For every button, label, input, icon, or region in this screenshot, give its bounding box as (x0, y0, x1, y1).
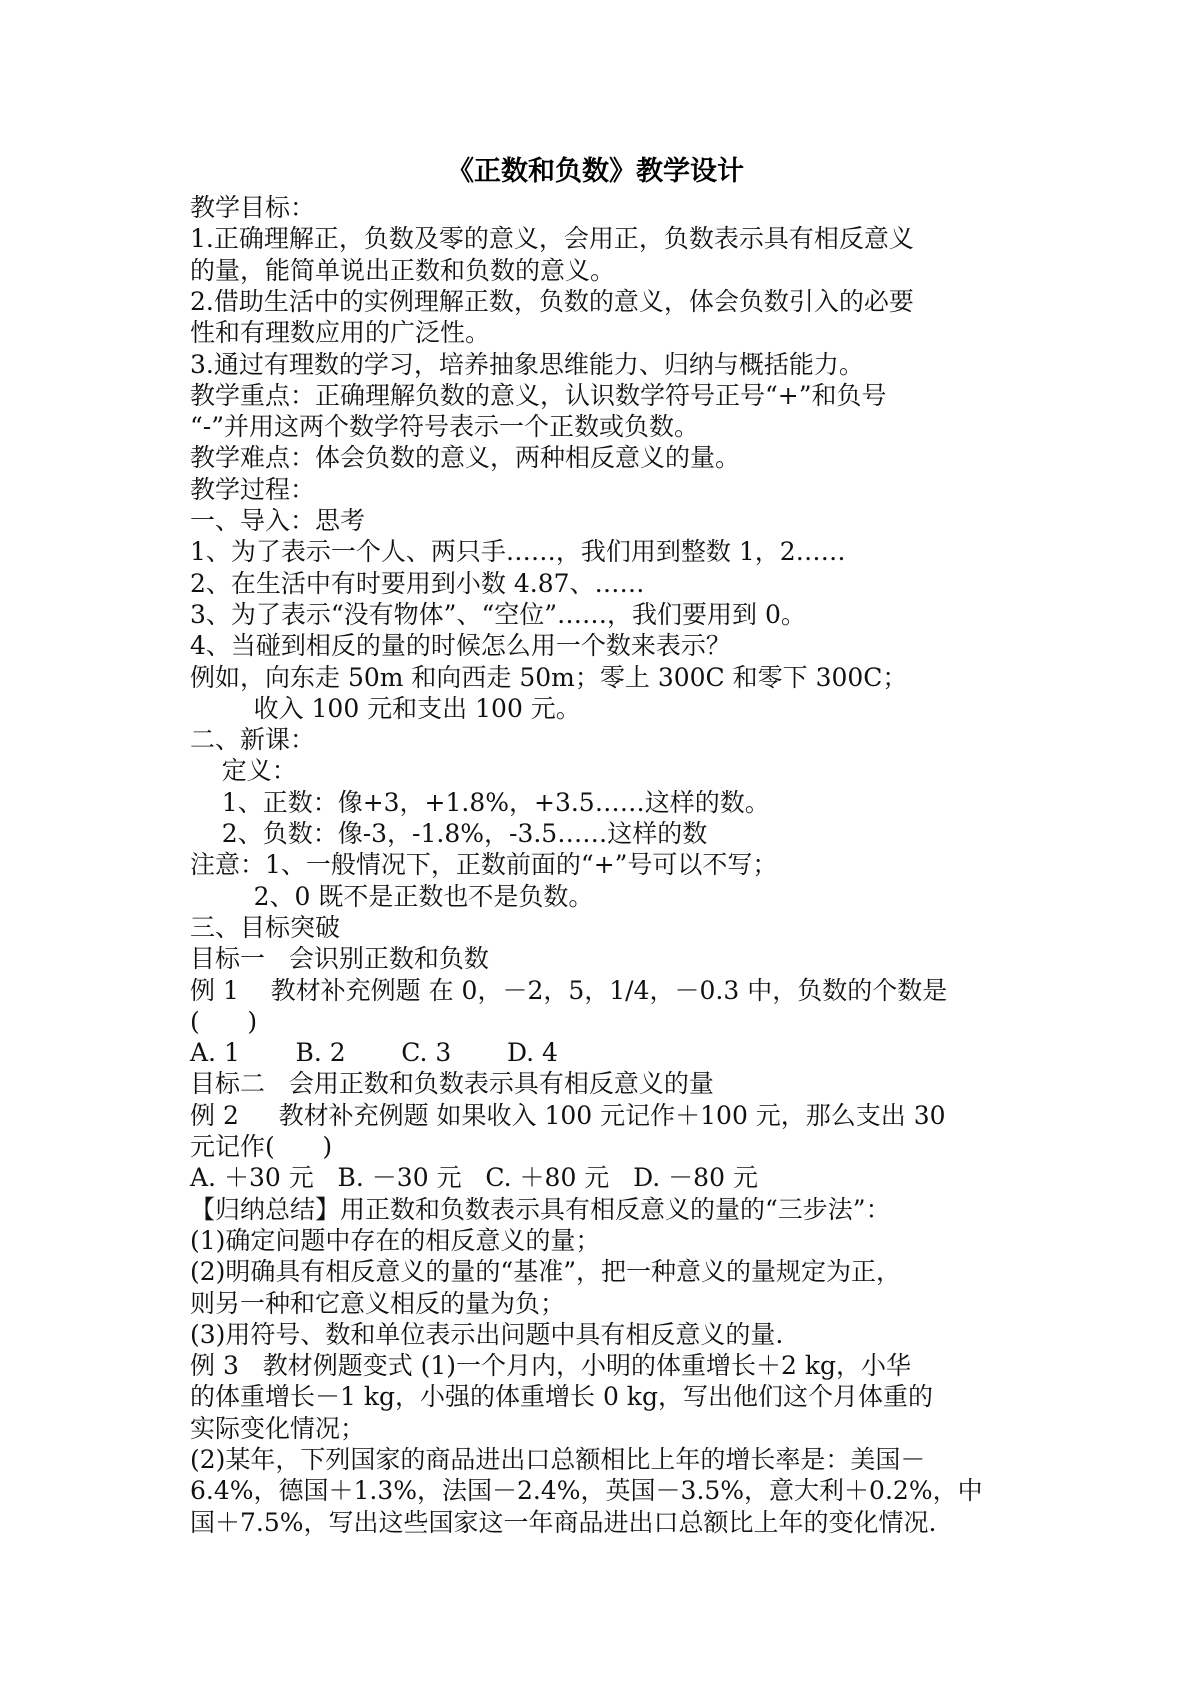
document-title: 《正数和负数》教学设计 (447, 156, 744, 187)
text-line: 元记作( ) (190, 1132, 333, 1161)
text-line: 收入 100 元和支出 100 元。 (190, 693, 581, 723)
text-line: 定义： (190, 756, 297, 786)
text-line: 二、新课： (190, 725, 316, 755)
text-line: 2、0 既不是正数也不是负数。 (190, 881, 594, 911)
text-line: 三、目标突破 (190, 912, 341, 942)
text-line: 教学难点：体会负数的意义，两种相反意义的量。 (190, 443, 741, 473)
text-line: 4、当碰到相反的量的时候怎么用一个数来表示？ (190, 631, 731, 661)
text-line: “-”并用这两个数学符号表示一个正数或负数。 (190, 412, 700, 442)
text-line: 教学目标： (190, 193, 316, 222)
text-line: 目标二 会用正数和负数表示具有相反意义的量 (190, 1069, 714, 1099)
text-line: 国＋7.5%，写出这些国家这一年商品进出口总额比上年的变化情况. (190, 1507, 937, 1537)
text-line: 教学重点：正确理解负数的意义，认识数学符号正号“+”和负号 (190, 380, 887, 410)
text-line: 6.4%，德国＋1.3%，法国－2.4%，英国－3.5%，意大利＋0.2%，中 (190, 1476, 983, 1506)
text-line: 则另一种和它意义相反的量为负； (190, 1288, 566, 1318)
text-line: 例 2 教材补充例题 如果收入 100 元记作＋100 元，那么支出 30 (190, 1100, 946, 1130)
text-line: 例 1 教材补充例题 在 0，－2，5，1/4，－0.3 中，负数的个数是 (190, 975, 948, 1005)
text-line: 2、负数：像-3，-1.8%，-3.5……这样的数 (190, 819, 708, 848)
text-line: 实际变化情况； (190, 1413, 366, 1443)
text-line: 注意：1、一般情况下，正数前面的“+”号可以不写； (190, 850, 778, 880)
text-line: (2)明确具有相反意义的量的“基准”，把一种意义的量规定为正， (190, 1257, 901, 1287)
text-line: 例如，向东走 50m 和向西走 50m；零上 300C 和零下 300C； (190, 662, 908, 692)
text-line: 一、导入：思考 (190, 506, 366, 535)
text-line: 【归纳总结】用正数和负数表示具有相反意义的量的“三步法”： (190, 1194, 891, 1224)
text-line: 的体重增长－1 kg，小强的体重增长 0 kg，写出他们这个月体重的 (190, 1382, 933, 1412)
text-line: 3、为了表示“没有物体”、“空位”……，我们要用到 0。 (190, 599, 806, 629)
text-line: (2)某年，下列国家的商品进出口总额相比上年的增长率是：美国－ (190, 1445, 926, 1474)
text-line: 的量，能简单说出正数和负数的意义。 (190, 255, 616, 285)
text-line: 2.借助生活中的实例理解正数，负数的意义，体会负数引入的必要 (190, 286, 914, 316)
text-line: 2、在生活中有时要用到小数 4.87、…… (190, 568, 645, 598)
text-line: 1.正确理解正，负数及零的意义，会用正，负数表示具有相反意义 (190, 224, 914, 254)
text-line: 教学过程： (190, 474, 316, 504)
text-line: 例 3 教材例题变式 (1)一个月内，小明的体重增长＋2 kg，小华 (190, 1351, 912, 1381)
text-line: 3.通过有理数的学习，培养抽象思维能力、归纳与概括能力。 (190, 349, 864, 379)
text-line: 1、为了表示一个人、两只手……，我们用到整数 1，2…… (190, 537, 846, 567)
text-line: 1、正数：像+3，+1.8%，+3.5……这样的数。 (190, 787, 770, 817)
text-line: (3)用符号、数和单位表示出问题中具有相反意义的量. (190, 1319, 784, 1349)
text-line: A. ＋30 元 B. －30 元 C. ＋80 元 D. －80 元 (190, 1163, 758, 1193)
text-line: (1)确定问题中存在的相反意义的量； (190, 1225, 601, 1255)
text-line: 目标一 会识别正数和负数 (190, 944, 489, 974)
text-line: ( ) (190, 1006, 258, 1036)
text-line: A. 1 B. 2 C. 3 D. 4 (190, 1038, 558, 1068)
text-line: 性和有理数应用的广泛性。 (190, 318, 491, 348)
